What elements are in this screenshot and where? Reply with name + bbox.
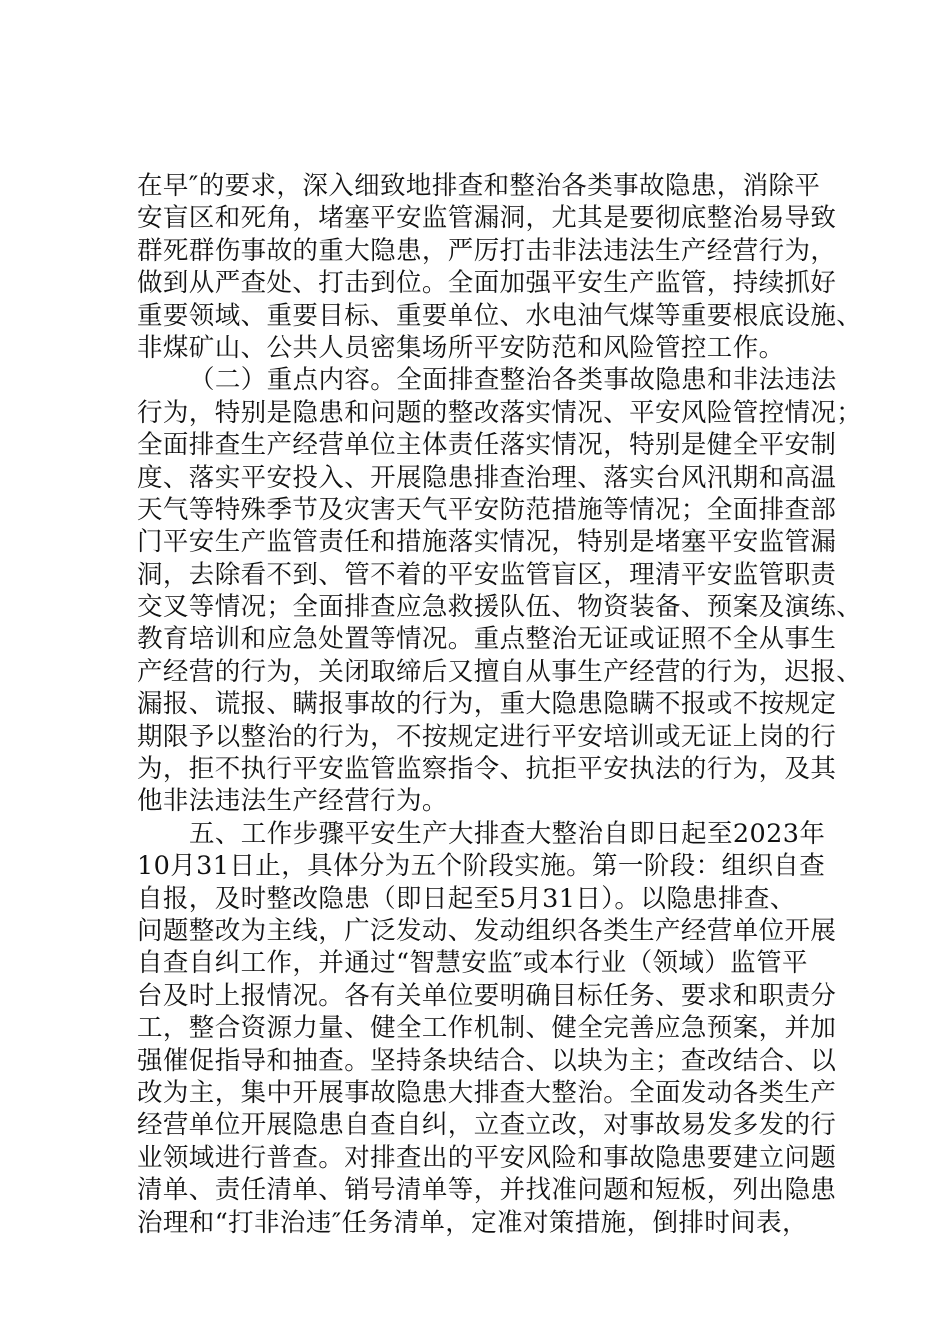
text-line: 经营单位开展隐患自查自纠，立查立改，对事故易发多发的行 <box>137 1110 837 1141</box>
text-line: 10月31日止，具体分为五个阶段实施。第一阶段：组织自查 <box>137 851 826 882</box>
text-line: 问题整改为主线，广泛发动、发动组织各类生产经营单位开展 <box>137 915 837 946</box>
text-line: 工，整合资源力量、健全工作机制、健全完善应急预案，并加 <box>137 1013 837 1044</box>
text-line: 重要领域、重要目标、重要单位、水电油气煤等重要根底设施、 <box>137 300 863 331</box>
text-line: 行为，特别是隐患和问题的整改落实情况、平安风险管控情况； <box>137 397 863 428</box>
text-line: 全面排查生产经营单位主体责任落实情况，特别是健全平安制 <box>137 430 837 461</box>
text-line: 在早″的要求，深入细致地排查和整治各类事故隐患，消除平 <box>137 171 821 201</box>
text-line: 产经营的行为，关闭取缔后又擅自从事生产经营的行为，迟报、 <box>137 656 863 687</box>
text-line: 安盲区和死角，堵塞平安监管漏洞，尤其是要彻底整治易导致 <box>137 203 837 234</box>
text-line: 门平安生产监管责任和措施落实情况，特别是堵塞平安监管漏 <box>137 527 837 558</box>
text-line: 期限予以整治的行为，不按规定进行平安培训或无证上岗的行 <box>137 721 837 752</box>
text-line: 交叉等情况；全面排查应急救援队伍、物资装备、预案及演练、 <box>137 592 863 623</box>
text-line: 度、落实平安投入、开展隐患排查治理、落实台风汛期和高温 <box>137 462 837 493</box>
text-line: 漏报、谎报、瞒报事故的行为，重大隐患隐瞒不报或不按规定 <box>137 689 837 720</box>
text-line: 自报，及时整改隐患（即日起至5月31日）。以隐患排查、 <box>137 883 796 914</box>
text-line: 洞，去除看不到、管不着的平安监管盲区，理清平安监管职责 <box>137 559 837 590</box>
text-line: 治理和“打非治违″任务清单，定准对策措施，倒排时间表， <box>137 1207 808 1238</box>
text-line: 自查自纠工作，并通过“智慧安监″或本行业（领域）监管平 <box>137 948 808 979</box>
text-line: 非煤矿山、公共人员密集场所平安防范和风险管控工作。 <box>137 332 785 363</box>
text-line: 台及时上报情况。各有关单位要明确目标任务、要求和职责分 <box>137 980 837 1011</box>
text-line: 为，拒不执行平安监管监察指令、抗拒平安执法的行为，及其 <box>137 754 837 785</box>
text-line: 群死群伤事故的重大隐患，严厉打击非法违法生产经营行为， <box>137 235 837 266</box>
text-line: 做到从严查处、打击到位。全面加强平安生产监管，持续抓好 <box>137 268 837 299</box>
text-line: 清单、责任清单、销号清单等，并找准问题和短板，列出隐患 <box>137 1175 837 1206</box>
section-heading-work-steps: 五、工作步骤平安生产大排查大整治自即日起至2023年 <box>189 818 826 849</box>
section-heading-key-content: （二）重点内容。全面排查整治各类事故隐患和非法违法 <box>189 365 837 396</box>
text-line: 业领域进行普查。对排查出的平安风险和事故隐患要建立问题 <box>137 1142 837 1173</box>
text-line: 教育培训和应急处置等情况。重点整治无证或证照不全从事生 <box>137 624 837 655</box>
text-line: 改为主，集中开展事故隐患大排查大整治。全面发动各类生产 <box>137 1077 837 1108</box>
text-line: 强催促指导和抽查。坚持条块结合、以块为主；查改结合、以 <box>137 1045 837 1076</box>
text-line: 天气等特殊季节及灾害天气平安防范措施等情况；全面排查部 <box>137 494 837 525</box>
document-body <box>137 170 863 1239</box>
text-line: 他非法违法生产经营行为。 <box>137 786 448 817</box>
